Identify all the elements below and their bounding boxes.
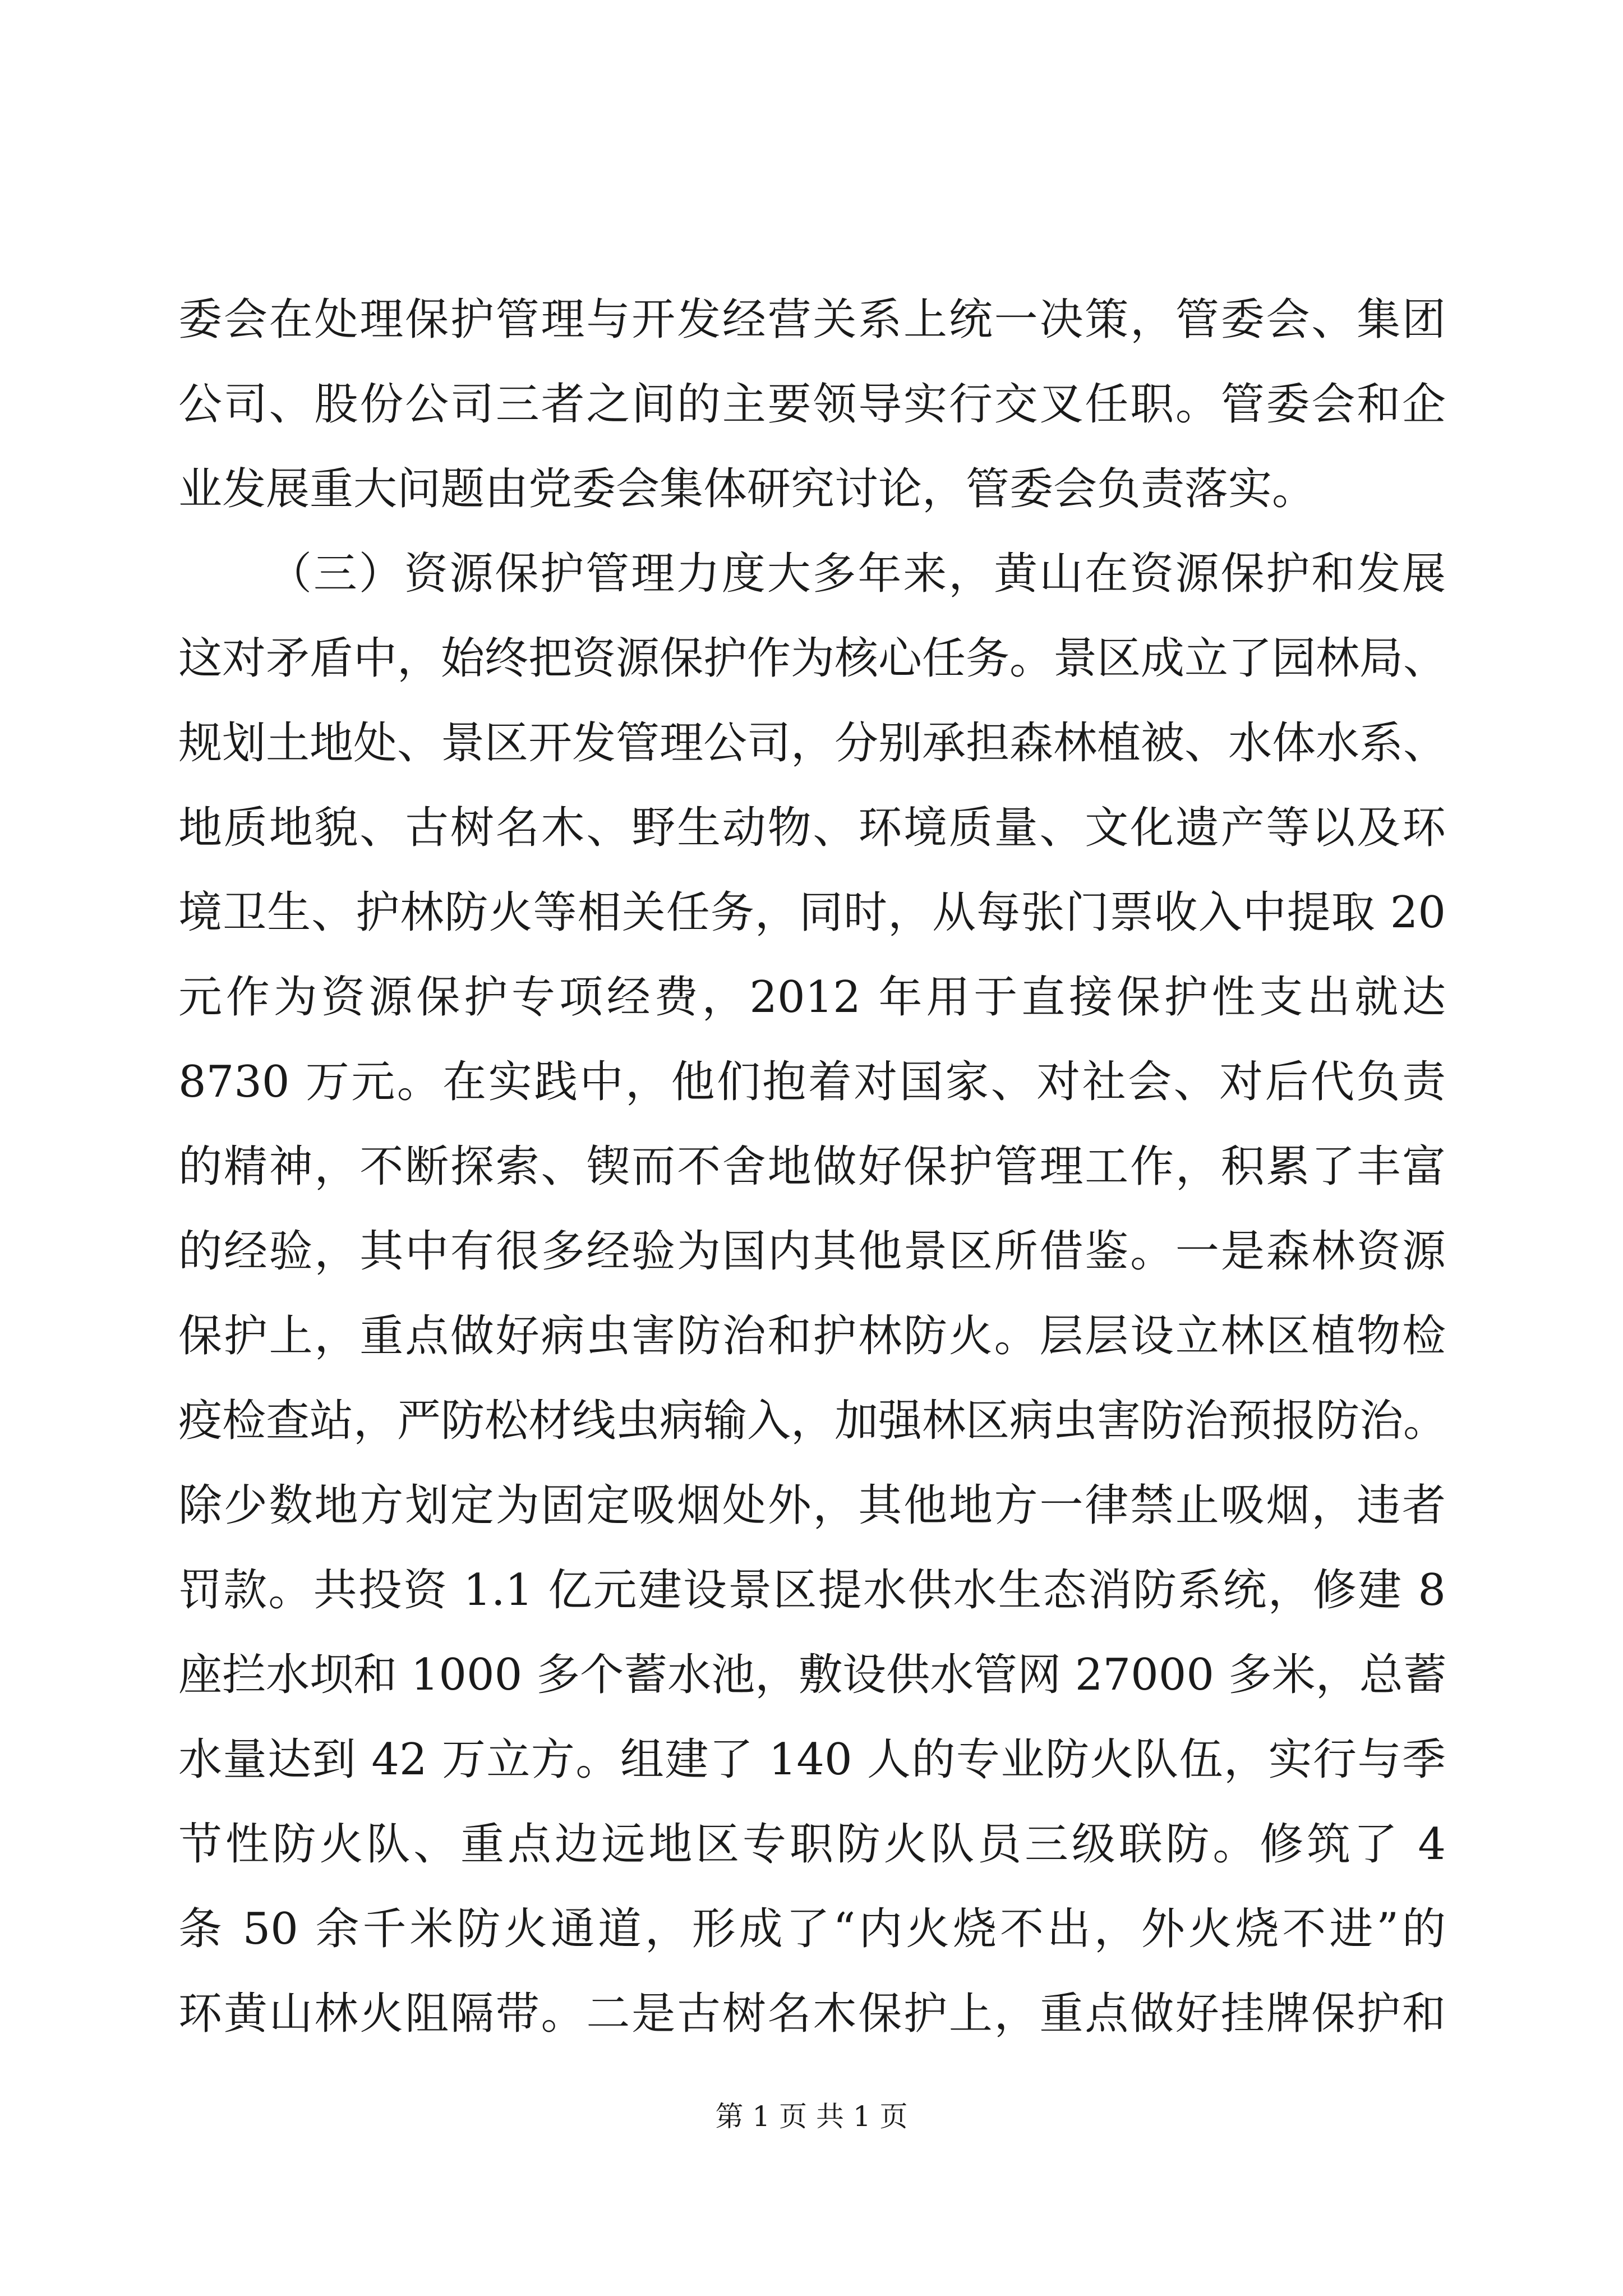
body-text-line: 罚款。共投资 1.1 亿元建设景区提水供水生态消防系统，修建 8 [178, 1565, 1446, 1616]
body-text-line: 的经验，其中有很多经验为国内其他景区所借鉴。一是森林资源 [178, 1226, 1446, 1277]
body-text-line: 保护上，重点做好病虫害防治和护林防火。层层设立林区植物检 [178, 1311, 1446, 1361]
body-text-line: 的精神，不断探索、锲而不舍地做好保护管理工作，积累了丰富 [178, 1142, 1446, 1192]
body-text-line: 业发展重大问题由党委会集体研究讨论，管委会负责落实。 [178, 464, 1316, 514]
page-footer: 第 1 页 共 1 页 [715, 2100, 908, 2133]
body-text-line: 规划土地处、景区开发管理公司，分别承担森林植被、水体水系、 [178, 718, 1447, 769]
body-text-line: 疫检查站，严防松材线虫病输入，加强林区病虫害防治预报防治。 [178, 1396, 1447, 1446]
body-text-line: 除少数地方划定为固定吸烟处外，其他地方一律禁止吸烟，违者 [178, 1480, 1446, 1531]
body-text-line: 元作为资源保护专项经费，2012 年用于直接保护性支出就达 [178, 972, 1446, 1023]
body-text-line: 委会在处理保护管理与开发经营关系上统一决策，管委会、集团 [178, 295, 1446, 345]
body-text-line: （三）资源保护管理力度大多年来，黄山在资源保护和发展 [268, 549, 1446, 599]
body-text-line: 座拦水坝和 1000 多个蓄水池，敷设供水管网 27000 多米，总蓄 [178, 1650, 1447, 1700]
body-text-line: 地质地貌、古树名木、野生动物、环境质量、文化遗产等以及环 [178, 803, 1446, 853]
body-text-line: 水量达到 42 万立方。组建了 140 人的专业防火队伍，实行与季 [178, 1734, 1446, 1785]
body-text-line: 节性防火队、重点边远地区专职防火队员三级联防。修筑了 4 [178, 1819, 1446, 1870]
body-text-line: 8730 万元。在实践中，他们抱着对国家、对社会、对后代负责 [178, 1057, 1446, 1107]
body-text-line: 条 50 余千米防火通道，形成了“内火烧不出，外火烧不进”的 [178, 1904, 1446, 1954]
body-text-line: 环黄山林火阻隔带。二是古树名木保护上，重点做好挂牌保护和 [178, 1989, 1446, 2039]
body-text-line: 境卫生、护林防火等相关任务，同时，从每张门票收入中提取 20 [178, 887, 1446, 938]
body-text-line: 公司、股份公司三者之间的主要领导实行交叉任职。管委会和企 [178, 379, 1446, 430]
body-text-line: 这对矛盾中，始终把资源保护作为核心任务。景区成立了园林局、 [178, 633, 1447, 684]
